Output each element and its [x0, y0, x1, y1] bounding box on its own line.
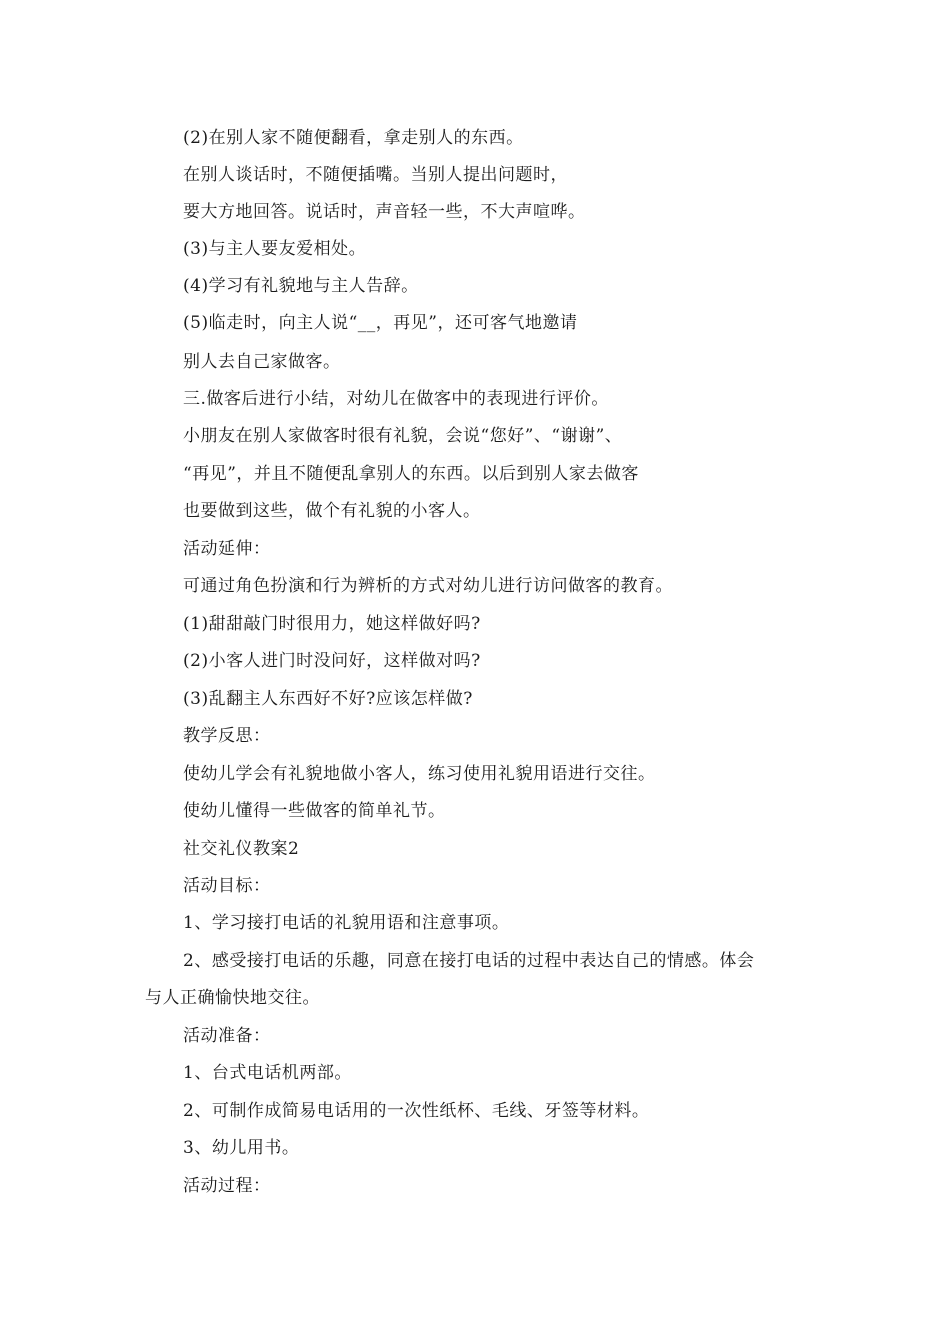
text-line: 小朋友在别人家做客时很有礼貌，会说“您好”、“谢谢”、: [183, 426, 623, 446]
document-title: 社交礼仪教案2: [183, 839, 300, 859]
text-line: 使幼儿懂得一些做客的简单礼节。: [183, 801, 446, 821]
section-heading: 教学反思：: [183, 726, 271, 746]
text-line: 在别人谈话时，不随便插嘴。当别人提出问题时，: [183, 165, 568, 185]
section-heading: 活动过程：: [183, 1176, 271, 1196]
text-line: (5)临走时，向主人说“__，再见”，还可客气地邀请: [183, 313, 578, 333]
text-line: 可通过角色扮演和行为辨析的方式对幼儿进行访问做客的教育。: [183, 576, 673, 596]
text-line: (4)学习有礼貌地与主人告辞。: [183, 276, 419, 296]
text-line: (2)小客人进门时没问好，这样做对吗?: [183, 651, 481, 671]
text-line: 1、台式电话机两部。: [183, 1063, 352, 1083]
text-line: (3)与主人要友爱相处。: [183, 239, 367, 259]
text-line: (1)甜甜敲门时很用力，她这样做好吗?: [183, 614, 481, 634]
text-line: 3、幼儿用书。: [183, 1138, 300, 1158]
text-line: 也要做到这些，做个有礼貌的小客人。: [183, 501, 481, 521]
text-line: 与人正确愉快地交往。: [145, 988, 320, 1008]
text-line: 别人去自己家做客。: [183, 352, 341, 372]
text-line: 三.做客后进行小结，对幼儿在做客中的表现进行评价。: [183, 389, 609, 409]
section-heading: 活动目标：: [183, 876, 271, 896]
text-line: “再见”，并且不随便乱拿别人的东西。以后到别人家去做客: [183, 464, 639, 484]
section-heading: 活动延伸：: [183, 539, 271, 559]
text-line: 2、感受接打电话的乐趣，同意在接打电话的过程中表达自己的情感。体会: [183, 951, 755, 971]
text-line: 使幼儿学会有礼貌地做小客人，练习使用礼貌用语进行交往。: [183, 764, 656, 784]
text-line: (2)在别人家不随便翻看，拿走别人的东西。: [183, 128, 524, 148]
section-heading: 活动准备：: [183, 1026, 271, 1046]
text-line: (3)乱翻主人东西好不好?应该怎样做?: [183, 689, 473, 709]
text-line: 2、可制作成简易电话用的一次性纸杯、毛线、牙签等材料。: [183, 1101, 650, 1121]
text-line: 要大方地回答。说话时，声音轻一些，不大声喧哗。: [183, 202, 586, 222]
text-line: 1、学习接打电话的礼貌用语和注意事项。: [183, 913, 510, 933]
